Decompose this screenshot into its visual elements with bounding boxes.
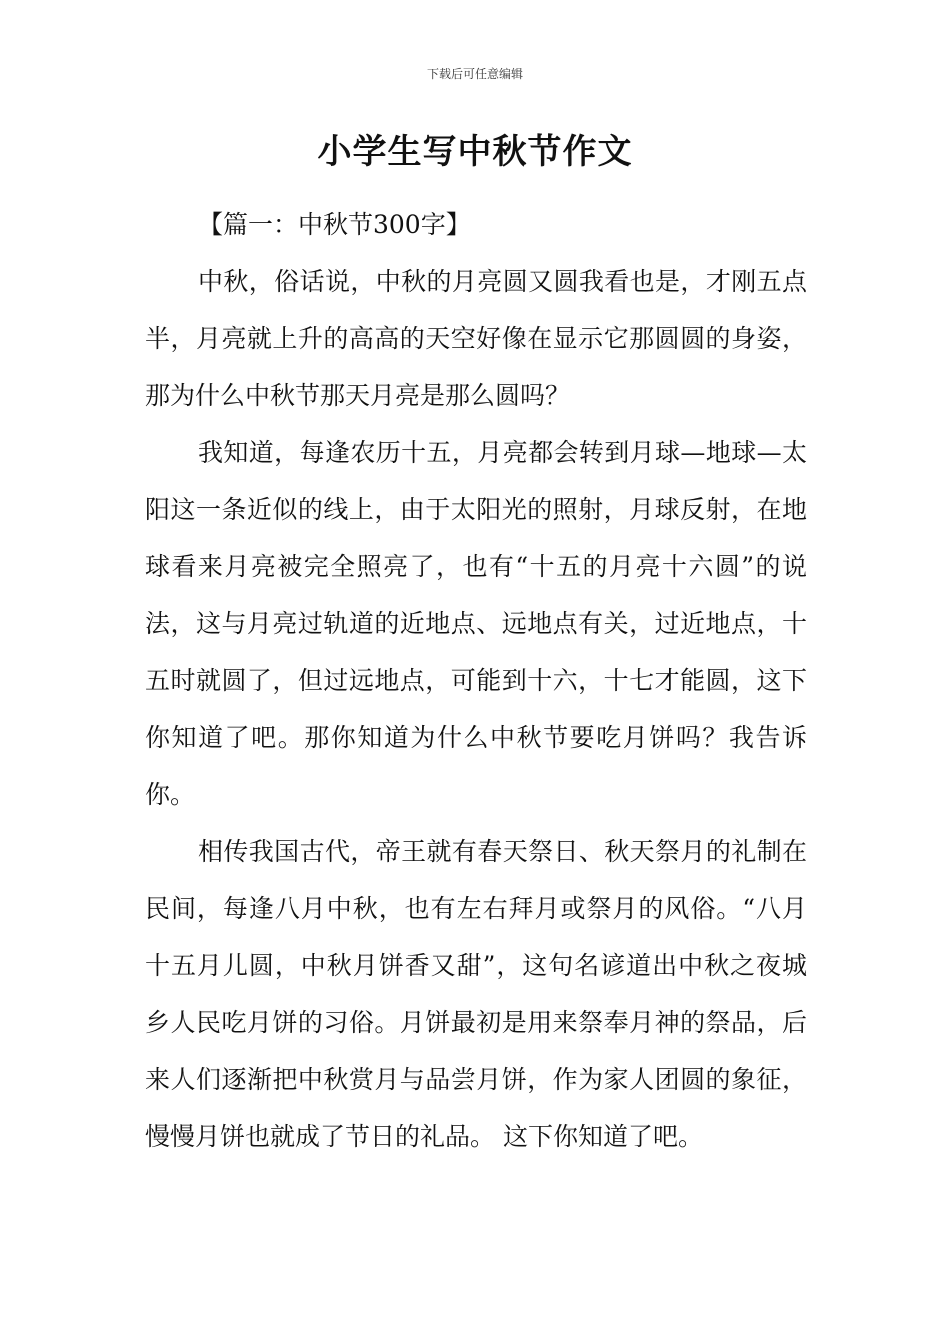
document-title: 小学生写中秋节作文 (317, 132, 633, 172)
article-body (145, 196, 807, 1165)
paragraph-2: 我知道，每逢农历十五，月亮都会转到月球—地球—太阳这一条近似的线上，由于太阳光的照射，月球反射，在地球看来月亮被完全照亮了，也有“十五的月亮十六圆”的说法，这与月亮过轨道的近地点、远地点有关，过近地点，十五时就圆了，但过远地点，可能到十六，十七才能圆，这下你知道了吧。那你知道为什么中秋节要吃月饼吗？我告诉你。 (145, 438, 807, 809)
paragraph-3: 相传我国古代，帝王就有春天祭日、秋天祭月的礼制在民间，每逢八月中秋，也有左右拜月或祭月的风俗。“八月十五月儿圆，中秋月饼香又甜”，这句名谚道出中秋之夜城乡人民吃月饼的习俗。月饼最初是用来祭奉月神的祭品，后来人们逐渐把中秋赏月与品尝月饼，作为家人团圆的象征，慢慢月饼也就成了节日的礼品。 这下你知道了吧。 (145, 837, 807, 1151)
paragraph-1: 中秋，俗话说，中秋的月亮圆又圆我看也是，才刚五点半，月亮就上升的高高的天空好像在显示它那圆圆的身姿，那为什么中秋节那天月亮是那么圆吗？ (145, 267, 807, 410)
section-heading: 【篇一：中秋节300字】 (198, 210, 471, 239)
header-note: 下载后可任意编辑 (426, 67, 523, 81)
